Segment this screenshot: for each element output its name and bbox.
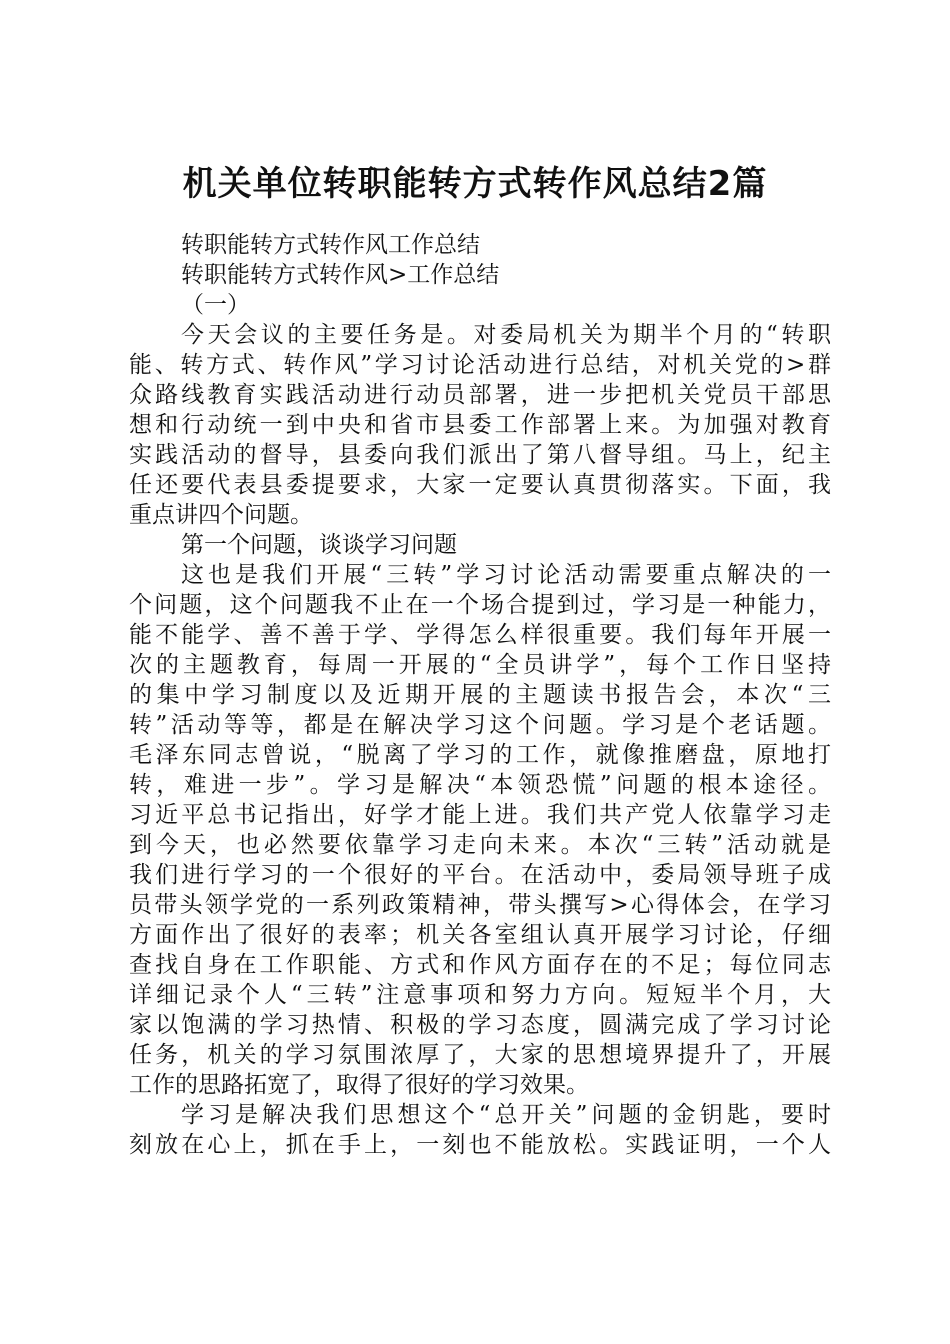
document-body (129, 230, 831, 1160)
document-title: 机关单位转职能转方式转作风总结2篇 (182, 164, 768, 204)
paragraph-line: 家以饱满的学习热情、积极的学习态度，圆满完成了学习讨论 (129, 1012, 831, 1038)
paragraph-line: 能不能学、善不善于学、学得怎么样很重要。我们每年开展一 (129, 622, 831, 648)
paragraph-line: 学习是解决我们思想这个“总开关”问题的金钥匙，要时 (181, 1102, 831, 1128)
paragraph-line: 任务，机关的学习氛围浓厚了，大家的思想境界提升了，开展 (129, 1042, 831, 1068)
paragraph-line: 众路线教育实践活动进行动员部署，进一步把机关党员干部思 (129, 382, 831, 408)
paragraph-line: 转，难进一步”。学习是解决“本领恐慌”问题的根本途径。 (129, 772, 831, 798)
paragraph-line: 详细记录个人“三转”注意事项和努力方向。短短半个月，大 (129, 982, 831, 1008)
paragraph-line: 能、转方式、转作风”学习讨论活动进行总结，对机关党的>群 (129, 352, 831, 378)
paragraph-line: 方面作出了很好的表率；机关各室组认真开展学习讨论，仔细 (129, 922, 831, 948)
paragraph-line: 毛泽东同志曾说，“脱离了学习的工作，就像推磨盘，原地打 (129, 742, 831, 768)
paragraph-line: 个问题，这个问题我不止在一个场合提到过，学习是一种能力， (129, 592, 831, 618)
paragraph-line: 查找自身在工作职能、方式和作风方面存在的不足；每位同志 (129, 952, 831, 978)
heading-line: 转职能转方式转作风工作总结 (181, 232, 480, 258)
heading-line: 转职能转方式转作风>工作总结 (181, 262, 500, 288)
section-heading: 第一个问题，谈谈学习问题 (181, 532, 457, 558)
paragraph-line: 想和行动统一到中央和省市县委工作部署上来。为加强对教育 (129, 412, 831, 438)
paragraph-line: 我们进行学习的一个很好的平台。在活动中，委局领导班子成 (129, 862, 831, 888)
paragraph-line: 到今天，也必然要依靠学习走向未来。本次“三转”活动就是 (129, 832, 831, 858)
paragraph-line: 重点讲四个问题。 (129, 502, 313, 528)
paragraph-line: 今天会议的主要任务是。对委局机关为期半个月的“转职 (181, 322, 831, 348)
paragraph-line: 这也是我们开展“三转”学习讨论活动需要重点解决的一 (181, 562, 831, 588)
paragraph-line: 习近平总书记指出，好学才能上进。我们共产党人依靠学习走 (129, 802, 831, 828)
heading-line: （一） (181, 292, 250, 318)
paragraph-line: 刻放在心上，抓在手上，一刻也不能放松。实践证明，一个人 (129, 1132, 831, 1158)
paragraph-line: 任还要代表县委提要求，大家一定要认真贯彻落实。下面，我 (129, 472, 831, 498)
paragraph-line: 次的主题教育，每周一开展的“全员讲学”，每个工作日坚持 (129, 652, 831, 678)
paragraph-line: 员带头领学党的一系列政策精神，带头撰写>心得体会，在学习 (129, 892, 831, 918)
paragraph-line: 工作的思路拓宽了，取得了很好的学习效果。 (129, 1072, 589, 1098)
paragraph-line: 实践活动的督导，县委向我们派出了第八督导组。马上，纪主 (129, 442, 831, 468)
paragraph-line: 的集中学习制度以及近期开展的主题读书报告会，本次“三 (129, 682, 831, 708)
paragraph-line: 转”活动等等，都是在解决学习这个问题。学习是个老话题。 (129, 712, 831, 738)
